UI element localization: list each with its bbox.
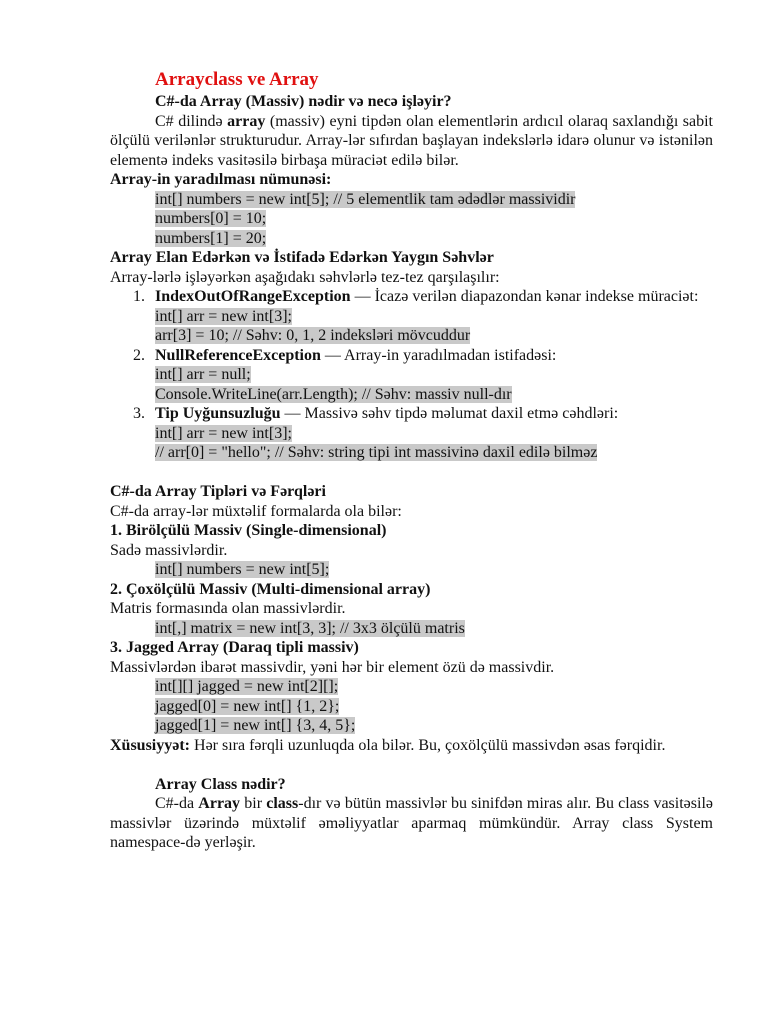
code-line: int[] arr = null;	[155, 366, 251, 383]
type-heading-jagged: 3. Jagged Array (Daraq tipli massiv)	[110, 639, 359, 656]
feature-text: Hər sıra fərqli uzunluqda ola bilər. Bu, çoxölçülü massivdən əsas fərqidir.	[190, 736, 666, 754]
document-content	[110, 68, 713, 853]
bold-term: Array	[198, 795, 241, 812]
text: (massiv) eyni tipdən olan elementlərin ardıcıl olaraq saxlandığı sabit ölçülü verilənlər strukturudur. Array-lər sıfırdan başlayan indekslərlə idarə olunur və istənilən elementə indeks vasitəsilə birbaşa müraciət edilə bilər.	[110, 112, 714, 169]
code-line: int[] arr = new int[3];	[155, 307, 292, 325]
code-line: jagged[0] = new int[] {1, 2};	[155, 697, 340, 715]
paragraph-array-definition	[110, 112, 713, 171]
bold-term: array	[227, 112, 266, 130]
text: C#-da	[155, 795, 199, 812]
section-heading-array-types: C#-da Array Tipləri və Fərqləri	[110, 483, 326, 500]
code-line: int[,] matrix = new int[3, 3]; // 3x3 ölçülü matris	[155, 619, 465, 637]
feature-note	[110, 736, 713, 756]
list-number: 2.	[133, 346, 145, 364]
code-line: int[] arr = new int[3];	[155, 424, 292, 442]
section-heading-array-class: Array Class nədir?	[155, 775, 286, 793]
code-line: jagged[1] = new int[] {3, 4, 5};	[155, 717, 356, 734]
spacer	[110, 463, 713, 483]
type-desc-single: Sadə massivlərdir.	[110, 541, 228, 559]
code-line: int[] numbers = new int[5]; // 5 elementlik tam ədədlər massividir	[155, 190, 576, 208]
code-block-example	[110, 190, 713, 249]
error-desc: — Massivə səhv tipdə məlumat daxil etmə cəhdləri:	[280, 405, 619, 422]
code-line: Console.WriteLine(arr.Length); // Səhv: massiv null-dır	[155, 385, 512, 403]
section-heading-what-is-array: C#-da Array (Massiv) nədir və necə işləyir?	[155, 93, 452, 110]
code-block-single	[110, 560, 713, 580]
error-desc: — İcazə verilən diapazondan kənar indekse müraciət:	[350, 288, 699, 305]
bold-term: class	[266, 795, 299, 812]
type-desc-multi: Matris formasında olan massivlərdir.	[110, 600, 346, 617]
error-name: Tip Uyğunsuzluğu	[155, 405, 281, 422]
example-heading: Array-in yaradılması nümunəsi:	[110, 171, 332, 188]
code-block-jagged	[110, 677, 713, 736]
code-block-error-1	[110, 307, 713, 346]
type-heading-multi: 2. Çoxölçülü Massiv (Multi-dimensional array)	[110, 580, 431, 598]
list-item-error-3	[110, 404, 713, 424]
text: C# dilində	[155, 112, 228, 130]
error-desc: — Array-in yaradılmadan istifadəsi:	[320, 346, 557, 364]
section-heading-common-errors: Array Elan Edərkən və İstifadə Edərkən Yaygın Səhvlər	[110, 249, 494, 266]
feature-label: Xüsusiyyət:	[110, 736, 191, 754]
code-line: int[][] jagged = new int[2][];	[155, 678, 339, 695]
code-block-error-3	[110, 424, 713, 463]
code-line: arr[3] = 10; // Səhv: 0, 1, 2 indeksləri mövcuddur	[155, 327, 471, 344]
paragraph-array-class	[110, 794, 713, 853]
list-number: 3.	[133, 405, 145, 422]
list-item-error-1	[110, 287, 713, 307]
code-line: int[] numbers = new int[5];	[155, 561, 330, 578]
type-desc-jagged: Massivlərdən ibarət massivdir, yəni hər bir element özü də massivdir.	[110, 658, 555, 676]
error-name: NullReferenceException	[155, 346, 321, 364]
text: -dır və bütün massivlər bu sinifdən miras alır. Bu class vasitəsilə massivlər üzərində müxtəlif əməliyyatlar aparmaq mümkündür. Array class System namespace-də yerləşir.	[110, 795, 713, 851]
code-block-multi	[110, 619, 713, 639]
types-intro: C#-da array-lər müxtəlif formalarda ola bilər:	[110, 502, 402, 520]
code-line: numbers[1] = 20;	[155, 229, 267, 247]
spacer	[110, 755, 713, 775]
document-title: Arrayclass ve Array	[155, 69, 319, 90]
type-heading-single: 1. Birölçülü Massiv (Single-dimensional)	[110, 522, 387, 539]
errors-intro: Array-lərlə işləyərkən aşağıdakı səhvlərlə tez-tez qarşılaşılır:	[110, 268, 500, 286]
text: bir	[240, 795, 267, 812]
list-number: 1.	[133, 288, 145, 305]
error-name: IndexOutOfRangeException	[155, 288, 351, 305]
code-line: // arr[0] = "hello"; // Səhv: string tipi int massivinə daxil edilə bilməz	[155, 444, 598, 461]
code-line: numbers[0] = 10;	[155, 210, 267, 227]
code-block-error-2	[110, 365, 713, 404]
list-item-error-2	[110, 346, 713, 366]
